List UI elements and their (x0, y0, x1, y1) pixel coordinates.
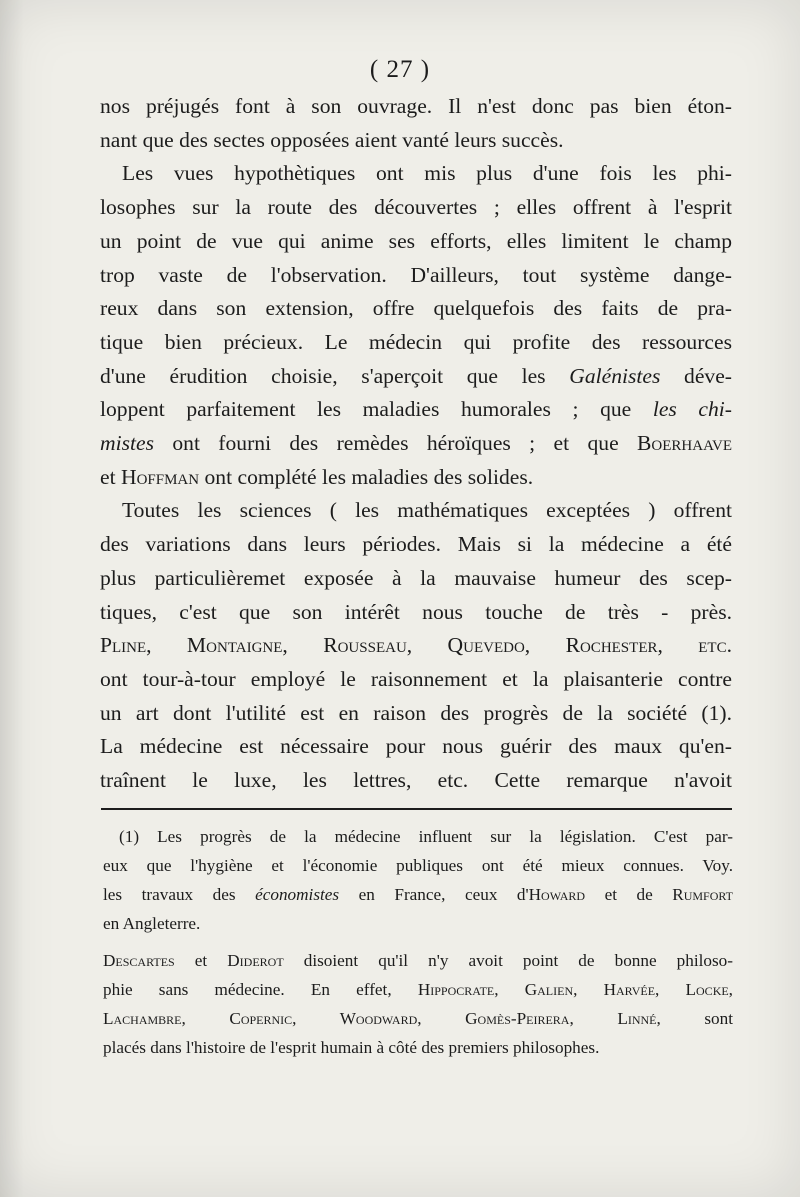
text-line: nant que des sectes opposées aient vanté leurs succès. (100, 127, 564, 152)
text-line: un art dont l'utilité est en raison des progrès de la société (1). (100, 700, 732, 725)
text-line: un point de vue qui anime ses efforts, elles limitent le champ (100, 228, 732, 253)
note-line: en Angleterre. (103, 914, 201, 933)
text-run: et de (585, 885, 673, 904)
note-line: eux que l'hygiène et l'économie publiques ont été mieux connues. Voy. (103, 856, 733, 875)
italic-term: les chi- (652, 397, 732, 422)
author-name: Rumfort (672, 885, 733, 904)
author-name: Hoffman (120, 464, 200, 489)
page-edge-shadow (0, 0, 24, 1197)
note-line: placés dans l'histoire de l'esprit humain à côté des premiers philosophes. (103, 1038, 600, 1057)
text-line: tique bien précieux. Le médecin qui profite des ressources (100, 329, 732, 354)
text-line: ont tour-à-tour employé le raisonnement et la plaisanterie contre (100, 666, 732, 691)
text-run: sont (660, 1009, 734, 1028)
text-line-names: Pline, Montaigne, Rousseau, Quevedo, Rochester, etc. (100, 633, 732, 658)
italic-term: Galénistes (569, 363, 661, 388)
text-line (100, 393, 732, 427)
text-run: d'une érudition choisie, s'aperçoit que les (100, 363, 570, 388)
text-run: et (174, 951, 228, 970)
author-name: Lachambre, Copernic, Woodward, Gomès-Peirera, Linné, (103, 1009, 661, 1028)
author-name: Diderot (227, 951, 284, 970)
text-line (100, 427, 732, 461)
text-run: les travaux des (103, 885, 256, 904)
note-line (103, 1004, 733, 1033)
text-line: des variations dans leurs périodes. Mais si la médecine a été (100, 532, 732, 557)
text-line: tiques, c'est que son intérêt nous touche de très - près. (100, 599, 732, 624)
text-line: Les vues hypothètiques ont mis plus d'une fois les phi- (122, 161, 732, 186)
text-run: phie sans médecine. En effet, (103, 980, 418, 999)
footnote-divider (101, 808, 732, 810)
page-number: ( 27 ) (369, 56, 431, 83)
text-line: losophes sur la route des découvertes ; elles offrent à l'esprit (100, 195, 732, 220)
text-run: en France, ceux d' (339, 885, 529, 904)
italic-term: économistes (255, 885, 340, 904)
text-line: Toutes les sciences ( les mathématiques exceptées ) offrent (122, 498, 732, 523)
note-line (103, 946, 733, 975)
text-line (100, 360, 732, 394)
author-name: Descartes (103, 951, 175, 970)
text-line: reux dans son extension, offre quelquefois des faits de pra- (100, 296, 732, 321)
footnotes (103, 822, 733, 1070)
text-line: La médecine est nécessaire pour nous guérir des maux qu'en- (100, 734, 732, 759)
text-run: disoient qu'il n'y avoit point de bonne philoso- (283, 951, 734, 970)
text-run: ont fourni des remèdes héroïques ; et que (153, 431, 638, 456)
text-run: et (100, 464, 121, 489)
text-line: traînent le luxe, les lettres, etc. Cette remarque n'avoit (100, 768, 732, 793)
text-run: loppent parfaitement les maladies humorales ; que (100, 397, 653, 422)
text-line: trop vaste de l'observation. D'ailleurs, tout système dange- (100, 262, 732, 287)
text-run: ont complété les maladies des solides. (199, 464, 534, 489)
text-line: nos préjugés font à son ouvrage. Il n'est donc pas bien éton- (100, 94, 732, 118)
author-name: Hippocrate, Galien, Harvée, Locke, (417, 980, 733, 999)
author-name: Howard (528, 885, 586, 904)
author-name: Boerhaave (637, 431, 732, 456)
footnote-1 (103, 822, 733, 938)
text-run: déve- (660, 363, 732, 388)
text-line: plus particulièremet exposée à la mauvaise humeur des scep- (100, 565, 732, 590)
italic-term: mistes (100, 431, 154, 456)
main-text (100, 90, 732, 798)
text-line (100, 461, 732, 495)
note-line: (1) Les progrès de la médecine influent sur la législation. C'est par- (119, 827, 733, 846)
footnote-2 (103, 946, 733, 1062)
note-line (103, 880, 733, 909)
note-line (103, 975, 733, 1004)
